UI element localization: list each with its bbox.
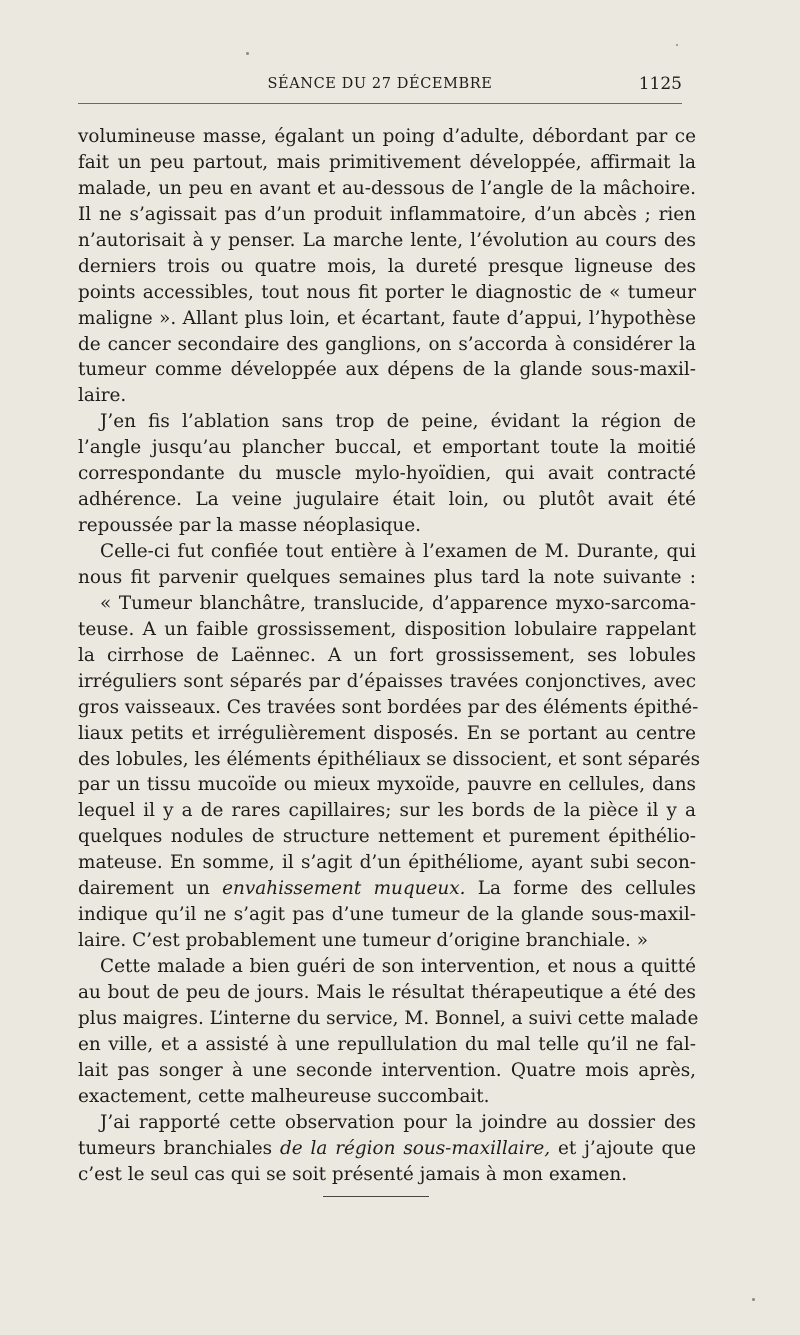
end-rule [323,1196,429,1197]
paper-speck [676,44,678,46]
text-line: la cirrhose de Laënnec. A un fort grossissement, ses lobules [78,644,696,666]
text-line: laire. C’est probablement une tumeur d’origine branchiale. » [78,930,649,952]
text-line: n’autorisait à y penser. La marche lente, l’évolution au cours des [78,229,696,251]
text-line: Il ne s’agissait pas d’un produit inflammatoire, d’un abcès ; rien [78,203,696,225]
text-segment: tumeurs branchiales [78,1137,273,1159]
running-head [78,74,682,96]
text-line: gros vaisseaux. Ces travées sont bordées par des éléments épithé- [78,696,699,718]
italic-text: de la région sous-maxillaire, [279,1137,551,1159]
text-segment: et j’ajoute que [558,1137,696,1159]
text-line: mateuse. En somme, il s’agit d’un épithéliome, ayant subi secon- [78,852,696,874]
text-line: lait pas songer à une seconde intervention. Quatre mois après, [78,1059,696,1081]
text-line: plus maigres. L’interne du service, M. Bonnel, a suivi cette malade [78,1007,699,1029]
text-line: J’ai rapporté cette observation pour la joindre au dossier des [100,1111,696,1133]
text-line: « Tumeur blanchâtre, translucide, d’apparence myxo-sarcoma- [100,592,696,614]
page-number: 1125 [638,74,682,94]
text-line [78,1136,696,1162]
running-title: SÉANCE DU 27 DÉCEMBRE [267,76,493,92]
text-line: des lobules, les éléments épithéliaux se dissocient, et sont séparés [78,748,701,770]
header-rule [78,103,682,104]
text-line: liaux petits et irrégulièrement disposés. En se portant au centre [78,722,696,744]
text-line: lequel il y a de rares capillaires; sur les bords de la pièce il y a [78,800,696,822]
text-line: au bout de peu de jours. Mais le résultat thérapeutique a été des [78,981,696,1003]
text-line: indique qu’il ne s’agit pas d’une tumeur de la glande sous-maxil- [78,904,696,926]
body-text [78,124,701,1187]
text-line: par un tissu mucoïde ou mieux myxoïde, pauvre en cellules, dans [78,774,696,796]
text-line: correspondante du muscle mylo-hyoïdien, qui avait contracté [78,463,696,485]
text-line: nous fit parvenir quelques semaines plus tard la note suivante : [78,566,696,588]
italic-text: envahissement muqueux. [222,878,466,900]
text-line: quelques nodules de structure nettement et purement épithélio- [78,826,696,848]
text-line: Celle-ci fut confiée tout entière à l’examen de M. Durante, qui [100,541,696,562]
paper-speck [246,52,249,55]
text-line: de cancer secondaire des ganglions, on s’accorda à considérer la [78,333,696,355]
text-line: volumineuse masse, égalant un poing d’adulte, débordant par ce [78,126,696,147]
text-line: teuse. A un faible grossissement, disposition lobulaire rappelant [78,618,696,640]
text-line: tumeur comme développée aux dépens de la glande sous-maxil- [78,359,696,381]
text-line: l’angle jusqu’au plancher buccal, et emportant toute la moitié [78,437,696,459]
text-line: J’en fis l’ablation sans trop de peine, évidant la région de [100,411,696,433]
text-line: irréguliers sont séparés par d’épaisses travées conjonctives, avec [78,670,696,692]
text-line: exactement, cette malheureuse succombait. [78,1085,490,1107]
text-line: adhérence. La veine jugulaire était loin, ou plutôt avait été [78,489,696,511]
text-line: malade, un peu en avant et au-dessous de l’angle de la mâchoire. [78,177,696,199]
text-line: repoussée par la masse néoplasique. [78,515,422,537]
text-line [78,876,696,902]
text-line: c’est le seul cas qui se soit présenté jamais à mon examen. [78,1163,628,1185]
text-line: en ville, et a assisté à une repullulation du mal telle qu’il ne fal- [78,1033,696,1055]
text-line: points accessibles, tout nous fit porter le diagnostic de « tumeur [78,281,696,303]
text-line: derniers trois ou quatre mois, la dureté presque ligneuse des [78,255,696,277]
text-line: fait un peu partout, mais primitivement développée, affirmait la [78,151,696,173]
text-segment: dairement un [78,878,210,900]
text-line: Cette malade a bien guéri de son intervention, et nous a quitté [100,956,696,977]
text-line: maligne ». Allant plus loin, et écartant, faute d’appui, l’hypothèse [78,307,696,329]
text-segment: La forme des cellules [477,878,696,900]
paper-speck [752,1298,755,1301]
text-line: laire. [78,385,127,407]
